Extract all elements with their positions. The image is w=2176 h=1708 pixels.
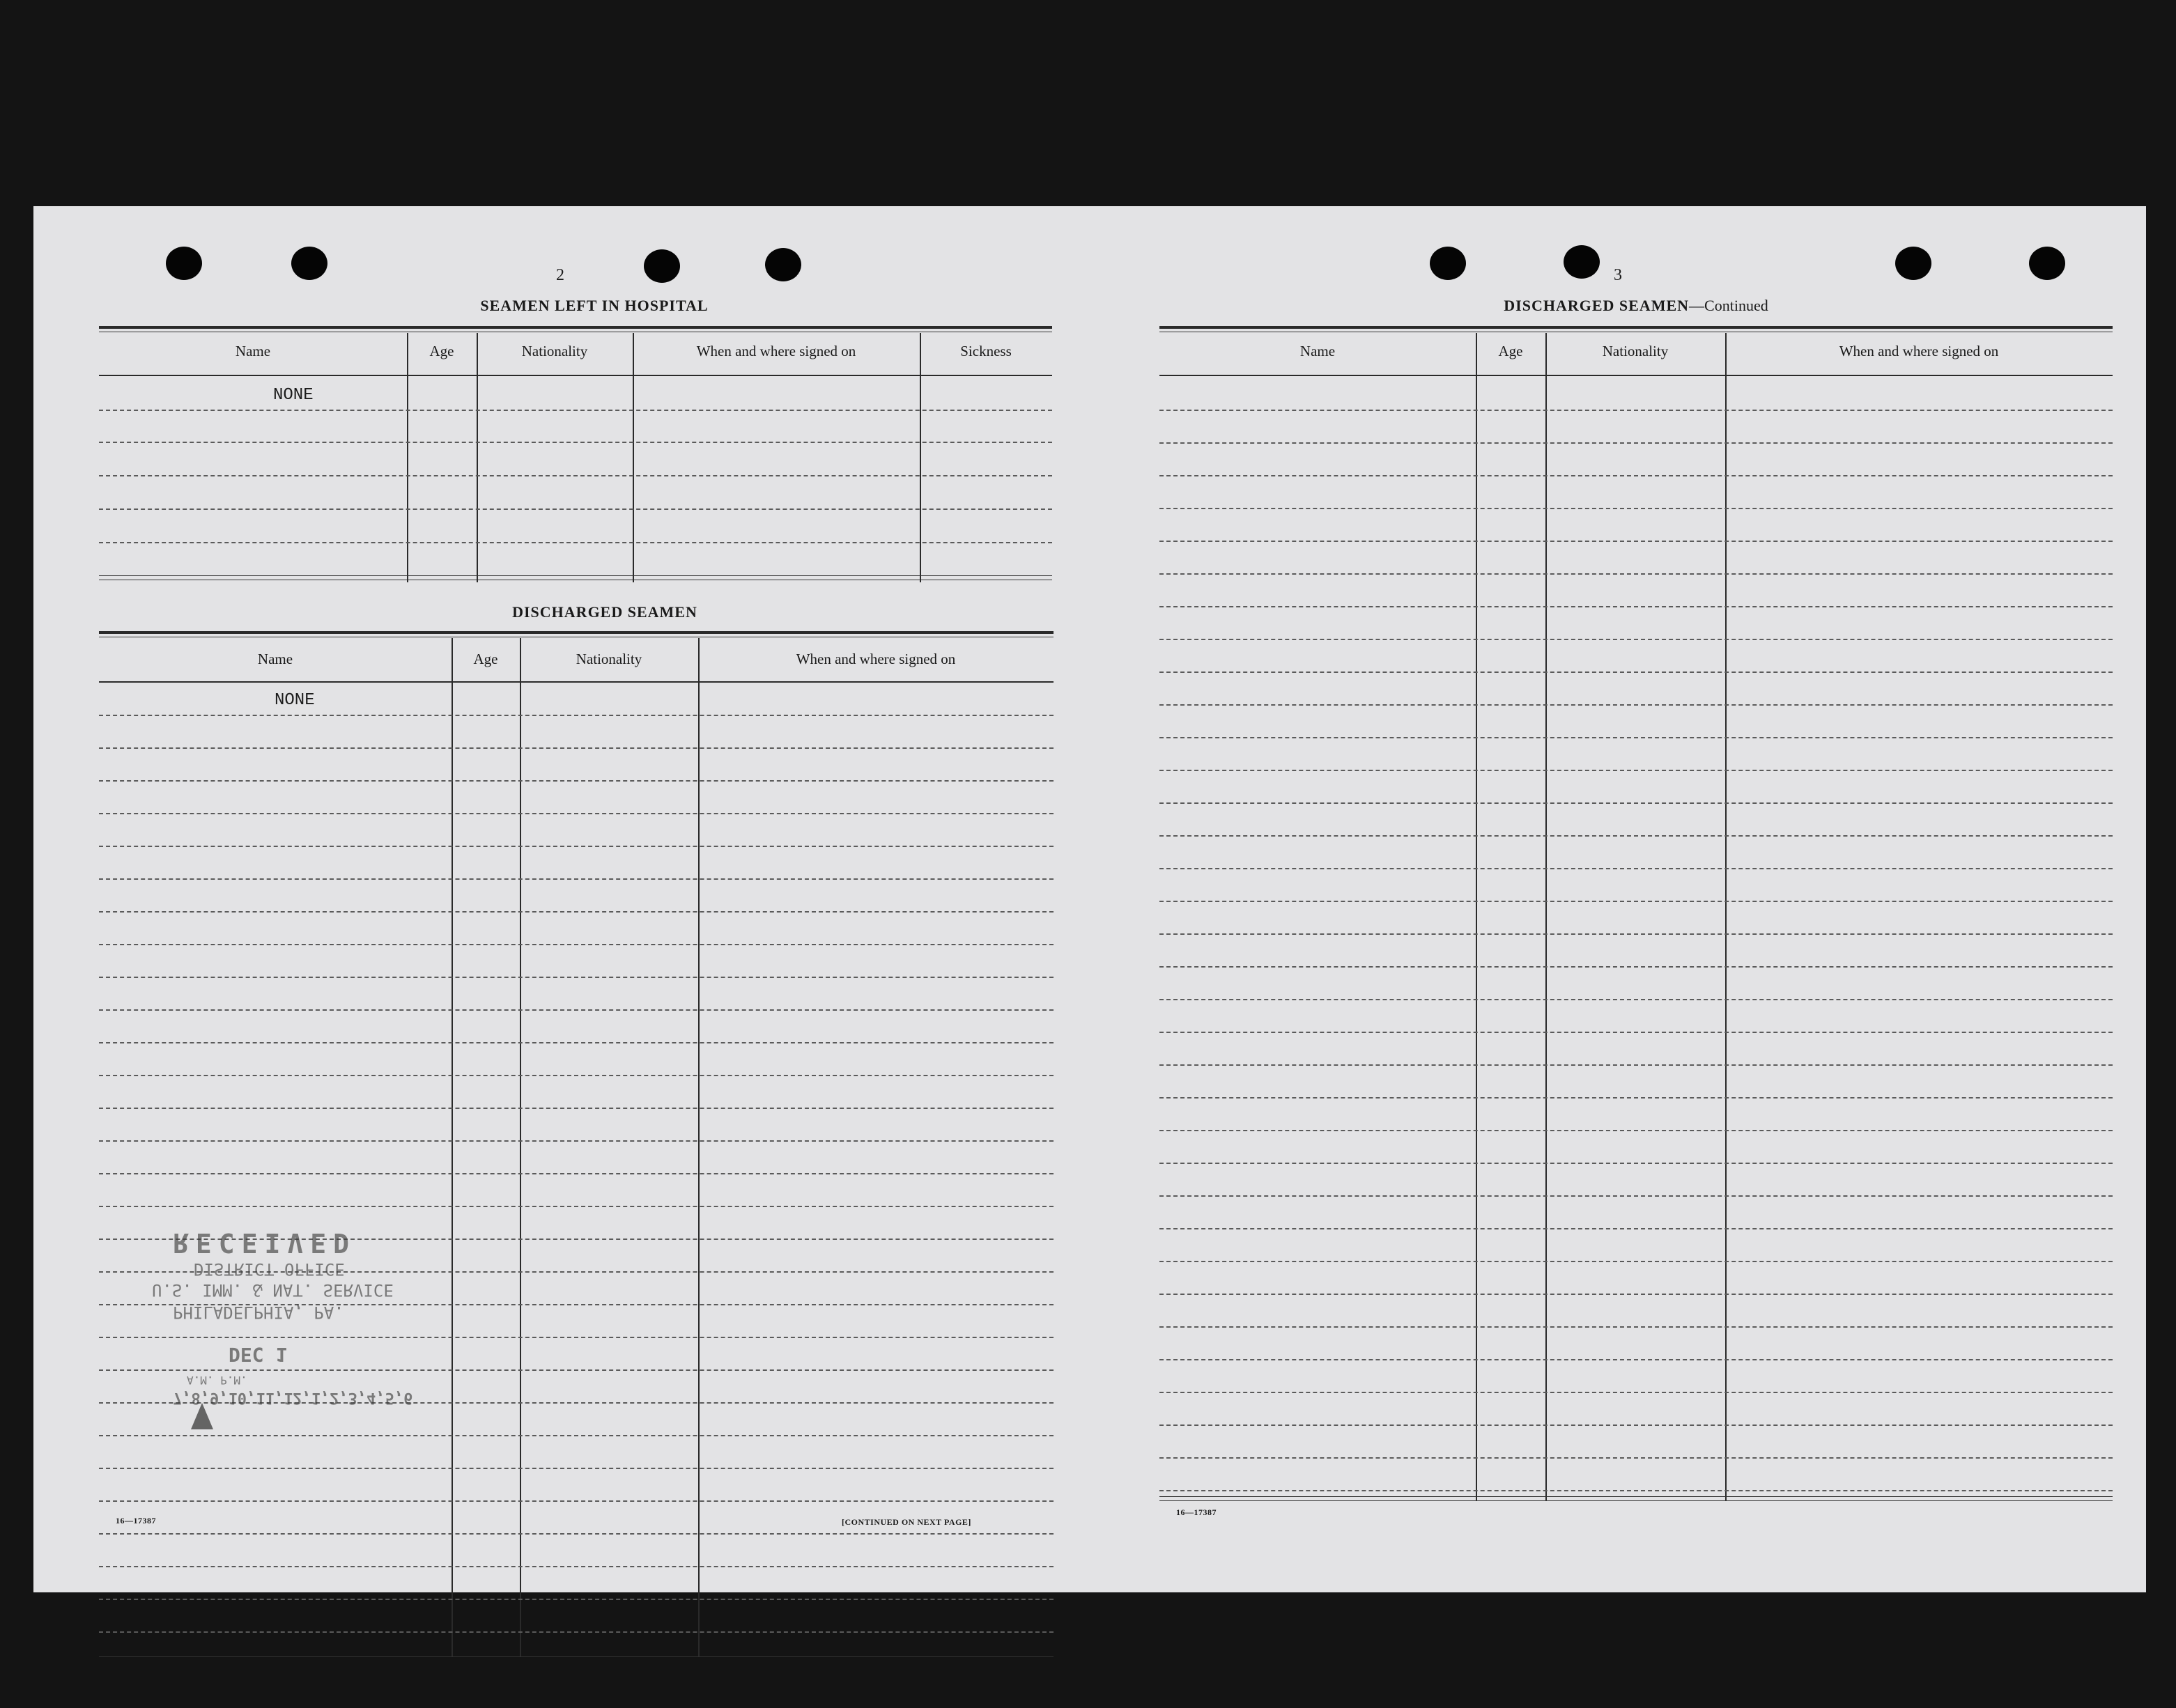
ruled-line — [99, 1206, 1054, 1207]
ruled-line — [1159, 999, 2113, 1000]
ruled-line — [1159, 1392, 2113, 1393]
ruled-line — [99, 1042, 1054, 1043]
discharged-section-title: DISCHARGED SEAMEN — [512, 603, 697, 621]
ruled-line — [1159, 1228, 2113, 1229]
column-header-age: Age — [1498, 343, 1523, 359]
ruled-line — [99, 1500, 1054, 1502]
hospital-entry-none: NONE — [273, 386, 314, 405]
title-main: DISCHARGED SEAMEN — [1504, 297, 1690, 314]
column-header-signed-on: When and where signed on — [796, 651, 956, 667]
column-header-signed-on: When and where signed on — [696, 343, 856, 359]
ruled-line — [1159, 639, 2113, 640]
stamp-line-service: U.S. IMM. & NAT. SERVICE — [152, 1280, 394, 1300]
column-header-age: Age — [473, 651, 498, 667]
stamp-triangle-mark — [191, 1403, 213, 1429]
ruled-line — [1159, 933, 2113, 935]
page-number-right: 3 — [1614, 266, 1622, 284]
ruled-line — [99, 846, 1054, 847]
stamp-line-received: RECEIVED — [173, 1227, 357, 1258]
ruled-line — [1159, 442, 2113, 444]
ruled-line — [99, 813, 1054, 814]
punch-hole — [765, 248, 801, 281]
ruled-line — [1159, 1097, 2113, 1098]
punch-hole — [1430, 247, 1466, 280]
discharged-table-left — [99, 631, 1054, 1661]
ruled-line — [1159, 901, 2113, 902]
stamp-line-city: PHILADELPHIA, PA. — [173, 1303, 344, 1322]
ruled-line — [1159, 1032, 2113, 1033]
ruled-line — [99, 911, 1054, 913]
ruled-line — [1159, 1195, 2113, 1197]
ruled-line — [1159, 606, 2113, 607]
punch-hole — [1564, 245, 1600, 279]
discharged-entry-none: NONE — [275, 691, 315, 710]
stamp-line-district: DISTRICT OFFICE — [194, 1259, 345, 1279]
ruled-line — [1159, 508, 2113, 509]
ruled-line — [1159, 1326, 2113, 1328]
column-header-nationality: Nationality — [1602, 343, 1669, 359]
ruled-line — [1159, 1359, 2113, 1360]
ruled-line — [1159, 1457, 2113, 1459]
stamp-line-date: DEC 1 — [229, 1343, 288, 1366]
stamp-line-ampm: A.M. P.M. — [187, 1374, 247, 1387]
ruled-line — [99, 747, 1054, 749]
punch-hole — [2029, 247, 2065, 280]
ruled-line — [1159, 704, 2113, 706]
ruled-line — [99, 1075, 1054, 1076]
discharged-continued-title — [1399, 297, 1873, 315]
column-header-name: Name — [257, 651, 293, 667]
page-number-left: 2 — [556, 266, 564, 284]
form-number-right: 16—17387 — [1176, 1507, 1217, 1517]
punch-hole — [166, 247, 202, 280]
ruled-line — [1159, 541, 2113, 542]
column-header-age: Age — [429, 343, 454, 359]
ruled-line — [99, 977, 1054, 978]
ruled-line — [99, 1631, 1054, 1633]
hospital-table — [99, 326, 1052, 584]
ruled-line — [1159, 868, 2113, 869]
ruled-line — [1159, 475, 2113, 476]
continued-note: [CONTINUED ON NEXT PAGE] — [842, 1517, 971, 1527]
ruled-line — [99, 1140, 1054, 1142]
hospital-section-title: SEAMEN LEFT IN HOSPITAL — [480, 297, 709, 314]
column-header-name: Name — [235, 343, 271, 359]
ruled-line — [99, 1108, 1054, 1109]
column-header-nationality: Nationality — [521, 343, 588, 359]
column-header-nationality: Nationality — [576, 651, 642, 667]
ruled-line — [99, 1533, 1054, 1535]
ledger-sheet — [33, 206, 2146, 1592]
ruled-line — [1159, 835, 2113, 837]
form-number-left: 16—17387 — [116, 1516, 156, 1525]
ruled-line — [1159, 1130, 2113, 1131]
received-stamp — [145, 1227, 465, 1471]
ruled-line — [1159, 410, 2113, 411]
punch-hole — [291, 247, 327, 280]
title-suffix: —Continued — [1689, 297, 1768, 314]
ruled-line — [1159, 671, 2113, 673]
ruled-line — [99, 1599, 1054, 1600]
punch-hole — [644, 249, 680, 283]
ruled-line — [1159, 1490, 2113, 1491]
discharged-table-right — [1159, 326, 2113, 1502]
stamp-line-hours: 7,8,9,10,11,12,1,2,3,4,5,6 — [173, 1389, 413, 1406]
column-header-signed-on: When and where signed on — [1839, 343, 1999, 359]
ruled-line — [1159, 573, 2113, 575]
ruled-line — [99, 944, 1054, 945]
ruled-line — [1159, 966, 2113, 968]
ruled-line — [99, 1009, 1054, 1011]
ruled-line — [99, 780, 1054, 782]
ruled-line — [1159, 1294, 2113, 1295]
ruled-line — [99, 715, 1054, 716]
ruled-line — [99, 1173, 1054, 1174]
ruled-line — [99, 878, 1054, 880]
ruled-line — [1159, 770, 2113, 771]
column-header-sickness: Sickness — [960, 343, 1012, 359]
ruled-line — [1159, 1261, 2113, 1262]
column-header-name: Name — [1299, 343, 1336, 359]
ruled-line — [1159, 1163, 2113, 1164]
ruled-line — [99, 1566, 1054, 1567]
ruled-line — [1159, 802, 2113, 804]
ruled-line — [1159, 1424, 2113, 1426]
ruled-line — [1159, 1064, 2113, 1066]
ruled-line — [1159, 737, 2113, 738]
punch-hole — [1895, 247, 1931, 280]
